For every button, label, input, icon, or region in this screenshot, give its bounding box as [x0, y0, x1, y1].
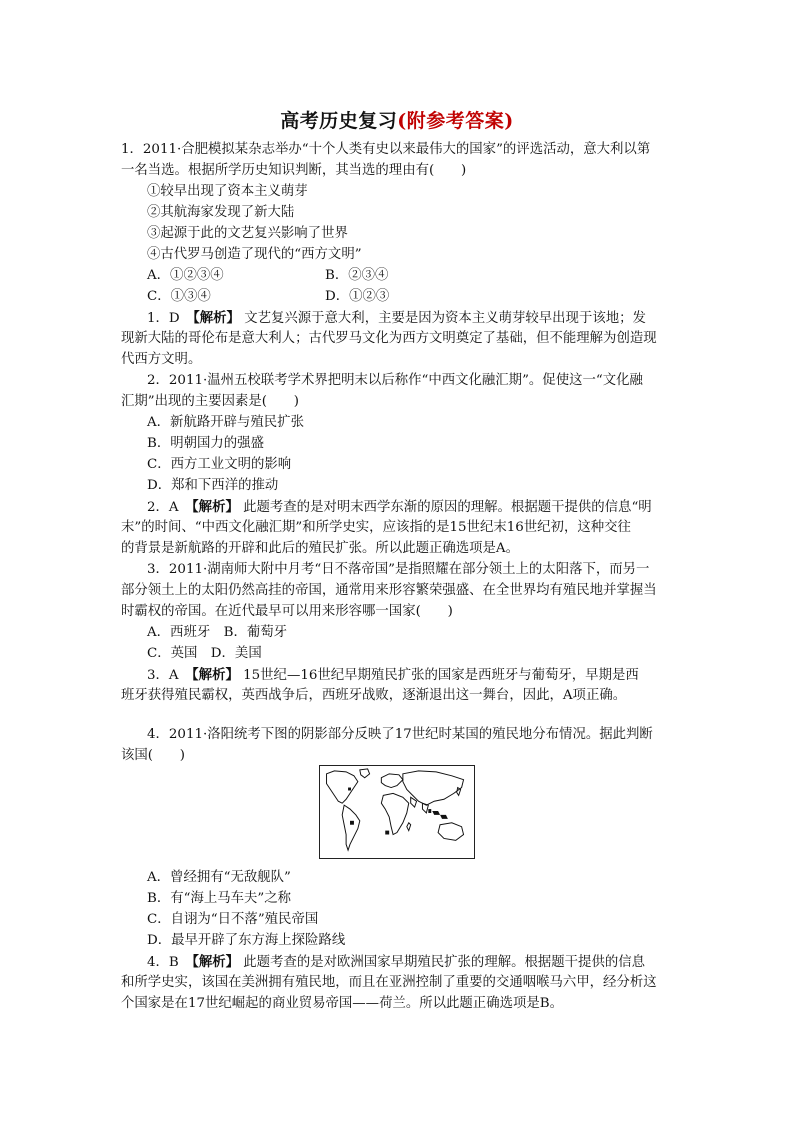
- title-main: 高考历史复习: [280, 110, 398, 132]
- q2-answer-line-2: 末”的时间、“中西文化融汇期”和所学史实，应该指的是15世纪末16世纪初，这种交往: [121, 520, 631, 535]
- q2-analysis-tag: 【解析】: [191, 499, 239, 515]
- q2-answer-text-1: 此题考查的是对明末西学东渐的原因的理解。根据题干提供的信息“明: [243, 500, 652, 515]
- q4-answer-line-2: 和所学史实，该国在美洲拥有殖民地，而且在亚洲控制了重要的交通咽喉马六甲，经分析这: [121, 975, 657, 990]
- q3-options-ab: A．西班牙 B．葡萄牙: [147, 625, 288, 640]
- q1-analysis-tag: 【解析】: [193, 310, 240, 326]
- q1-stem-line-1: 1．2011·合肥模拟某杂志举办“十个人类有史以来最伟大的国家”的评选活动，意大利以第: [121, 142, 651, 157]
- q1-options-ab: [147, 266, 547, 286]
- q3-answer-text-1: 15世纪—16世纪早期殖民扩张的国家是西班牙与葡萄牙，早期是西: [243, 668, 639, 683]
- q4-stem-line-2: 该国( ): [121, 748, 186, 763]
- q3-answer-line-2: 班牙获得殖民霸权，英西战争后，西班牙战败，逐渐退出这一舞台，因此，A项正确。: [121, 688, 627, 703]
- q3-stem-line-2: 部分领土上的太阳仍然高挂的帝国，通常用来形容繁荣强盛、在全世界均有殖民地并掌握当: [121, 583, 657, 598]
- q3-options-cd: C．英国 D．美国: [147, 646, 262, 661]
- world-map-outline: [320, 766, 474, 858]
- q1-item-1: ①较早出现了资本主义萌芽: [147, 184, 308, 199]
- q3-answer-line-1: [147, 665, 639, 686]
- q4-stem-line-1: 4．2011·洛阳统考下图的阴影部分反映了17世纪时某国的殖民地分布情况。据此判断: [147, 727, 653, 742]
- q1-item-4: ④古代罗马创造了现代的“西方文明”: [147, 247, 362, 262]
- q2-answer-line-1: [147, 497, 652, 518]
- q4-answer-text-1: 此题考查的是对欧洲国家早期殖民扩张的理解。根据题干提供的信息: [243, 955, 646, 970]
- q2-option-a: A．新航路开辟与殖民扩张: [147, 415, 304, 430]
- q3-analysis-tag: 【解析】: [191, 667, 239, 683]
- q1-option-c: C．①③④: [147, 289, 211, 304]
- q4-option-c: C．自诩为“日不落”殖民帝国: [147, 912, 319, 927]
- q1-option-a: A．①②③④: [147, 268, 224, 283]
- q4-analysis-tag: 【解析】: [192, 954, 240, 970]
- q3-stem-line-3: 时霸权的帝国。在近代最早可以用来形容哪一国家( ): [121, 604, 453, 619]
- q4-answer-line-1: [147, 952, 645, 973]
- q4-answer-line-3: 个国家是在17世纪崛起的商业贸易帝国——荷兰。所以此题正确选项是B。: [121, 996, 563, 1011]
- q1-answer-head: 1．D: [147, 311, 194, 326]
- q1-answer-line-2: 现新大陆的哥伦布是意大利人；古代罗马文化为西方文明奠定了基础，但不能理解为创造现: [121, 331, 657, 346]
- q3-stem-line-1: 3．2011·湖南师大附中月考“日不落帝国”是指照耀在部分领土上的太阳落下，而另一: [147, 562, 650, 577]
- q1-stem-line-2: 一名当选。根据所学历史知识判断，其当选的理由有( ): [121, 163, 467, 178]
- q2-option-c: C．西方工业文明的影响: [147, 457, 292, 472]
- q1-options-cd: [147, 287, 547, 307]
- q2-option-d: D．郑和下西洋的推动: [147, 478, 279, 493]
- q2-stem-line-2: 汇期”出现的主要因素是( ): [121, 394, 299, 409]
- q1-answer-line-3: 代西方文明。: [121, 352, 202, 367]
- q4-option-b: B．有“海上马车夫”之称: [147, 891, 292, 906]
- q4-option-a: A．曾经拥有“无敌舰队”: [147, 870, 291, 885]
- q4-answer-head: 4．B: [147, 955, 193, 970]
- q2-option-b: B．明朝国力的强盛: [147, 436, 264, 451]
- q3-answer-head: 3．A: [147, 668, 192, 683]
- q1-answer-text-1: 文艺复兴源于意大利，主要是因为资本主义萌芽较早出现于该地；发: [244, 311, 646, 326]
- page-title: [0, 106, 794, 133]
- world-map-figure: [319, 765, 475, 859]
- q1-item-2: ②其航海家发现了新大陆: [147, 205, 295, 220]
- q4-option-d: D．最早开辟了东方海上探险路线: [147, 933, 346, 948]
- q2-answer-line-3: 的背景是新航路的开辟和此后的殖民扩张。所以此题正确选项是A。: [121, 541, 519, 556]
- q2-stem-line-1: 2．2011·温州五校联考学术界把明末以后称作“中西文化融汇期”。促使这一“文化融: [147, 373, 643, 388]
- q1-answer-line-1: [147, 308, 646, 329]
- q2-answer-head: 2．A: [147, 500, 192, 515]
- q1-item-3: ③起源于此的文艺复兴影响了世界: [147, 226, 348, 241]
- title-accent: (附参考答案): [397, 110, 514, 132]
- q1-option-d: D．①②③: [325, 289, 390, 304]
- q1-option-b: B．②③④: [325, 268, 389, 283]
